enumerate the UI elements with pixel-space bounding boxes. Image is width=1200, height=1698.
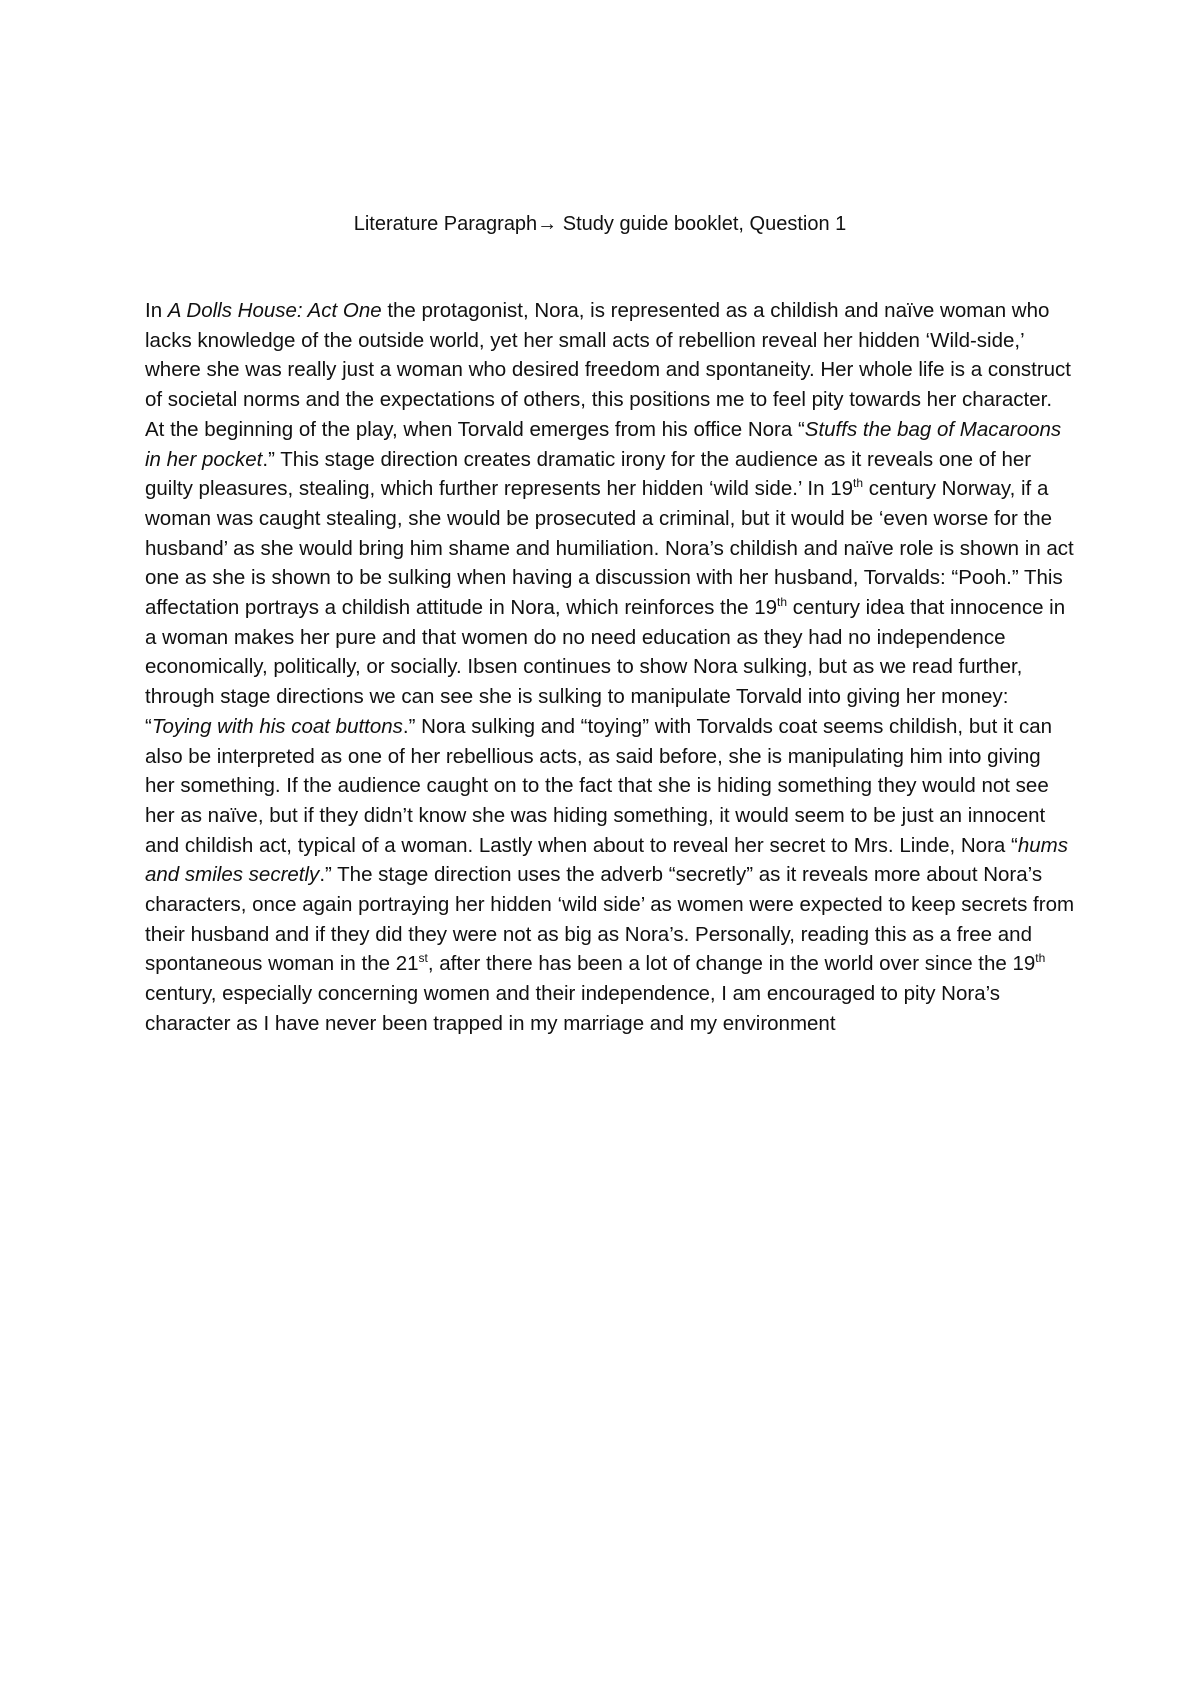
- paragraph-segment: century Norway, if a woman was caught stealing, she would be prosecuted a criminal, but it would be ‘even worse for the husband’ as she would bring him shame and humiliation. Nora’s childish and naïve role is shown in act one as she is shown to be sulking when having a discussion with her husband, Torvalds: “Pooh.” This affectation portrays a childish attitude in Nora, which reinforces the 19: [145, 477, 1074, 620]
- ordinal-suffix: th: [1035, 951, 1046, 966]
- paragraph-segment: .” Nora sulking and “toying” with Torvalds coat seems childish, but it can also be interpreted as one of her rebellious acts, as said before, she is manipulating him into giving her something. If the audience caught on to the fact that she is hiding something they would not see her as naïve, but if they didn’t know she was hiding something, it would seem to be just an innocent and childish act, typical of a woman. Lastly when about to reveal her secret to Mrs. Linde, Nora “: [145, 714, 1053, 857]
- paragraph-segment: the protagonist, Nora, is represented as a childish and naïve woman who lacks knowledge of the outside world, yet her small acts of rebellion reveal her hidden ‘Wild-side,’ where she was really just a woman who desired freedom and spontaneity. Her whole life is a construct of societal norms and the expectations of others, this positions me to feel pity towards her character. At the beginning of the play, when Torvald emerges from his office Nora “: [145, 299, 1071, 441]
- ordinal-suffix: st: [418, 951, 428, 966]
- document-body: [145, 296, 1075, 1039]
- paragraph-segment: .” This stage direction creates dramatic irony for the audience as it reveals one of her guilty pleasures, stealing, which further represents her hidden ‘wild side.’ In 19: [145, 447, 1032, 501]
- paragraph-segment: , after there has been a lot of change in the world over since the 19: [427, 952, 1036, 976]
- ordinal-suffix: th: [777, 595, 788, 610]
- paragraph-italic-segment: Stuffs the bag of Macaroons in her pocket: [145, 417, 1062, 471]
- paragraph-segment: century idea that innocence in a woman makes her pure and that women do no need education as they had no independence economically, politically, or socially. Ibsen continues to show Nora sulking, but as we read further, through stage directions we can see she is sulking to manipulate Torvald into giving her money: “: [145, 596, 1066, 738]
- ordinal-suffix: th: [853, 476, 864, 491]
- essay-paragraph: [145, 296, 1075, 1039]
- document-title: Literature Paragraph→ Study guide booklet, Question 1: [353, 213, 847, 235]
- paragraph-segment: .” The stage direction uses the adverb “secretly” as it reveals more about Nora’s characters, once again portraying her hidden ‘wild side’ as women were expected to keep secrets from their husband and if they did they were not as big as Nora’s. Personally, reading this as a free and spontaneous woman in the 21: [145, 863, 1075, 976]
- paragraph-segment: In: [145, 299, 168, 322]
- paragraph-segment: century, especially concerning women and their independence, I am encouraged to pity Nora’s character as I have never been trapped in my marriage and my environment: [145, 982, 1001, 1035]
- paragraph-italic-segment: hums and smiles secretly: [145, 833, 1068, 887]
- paragraph-italic-segment: A Dolls House: Act One: [167, 299, 382, 322]
- paragraph-italic-segment: Toying with his coat buttons: [151, 714, 403, 738]
